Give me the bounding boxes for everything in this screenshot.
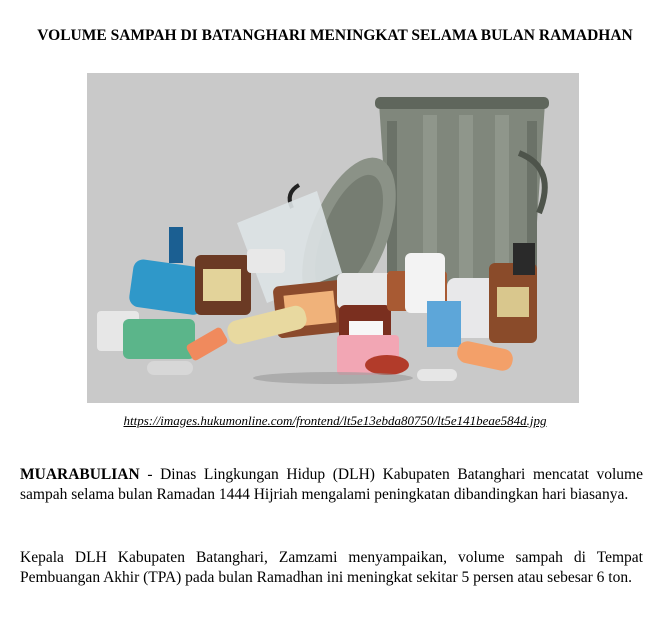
trash-can-icon	[87, 73, 579, 403]
paragraph-1	[20, 465, 643, 505]
article-image	[87, 73, 579, 403]
image-caption[interactable]: https://images.hukumonline.com/frontend/lt5e13ebda80750/lt5e141beae584d.jpg	[123, 413, 547, 428]
paragraph-lead: MUARABULIAN	[20, 466, 140, 483]
article-title: VOLUME SAMPAH DI BATANGHARI MENINGKAT SELAMA BULAN RAMADHAN	[37, 27, 633, 44]
paragraph-1-text: - Dinas Lingkungan Hidup (DLH) Kabupaten Batanghari mencatat volume sampah selama bulan Ramadan 1444 Hijriah mengalami peningkatan dibandingkan hari biasanya.	[20, 466, 643, 503]
paragraph-2: Kepala DLH Kabupaten Batanghari, Zamzami menyampaikan, volume sampah di Tempat Pembuangan Akhir (TPA) pada bulan Ramadhan ini meningkat sekitar 5 persen atau sebesar 6 ton.	[20, 549, 643, 586]
